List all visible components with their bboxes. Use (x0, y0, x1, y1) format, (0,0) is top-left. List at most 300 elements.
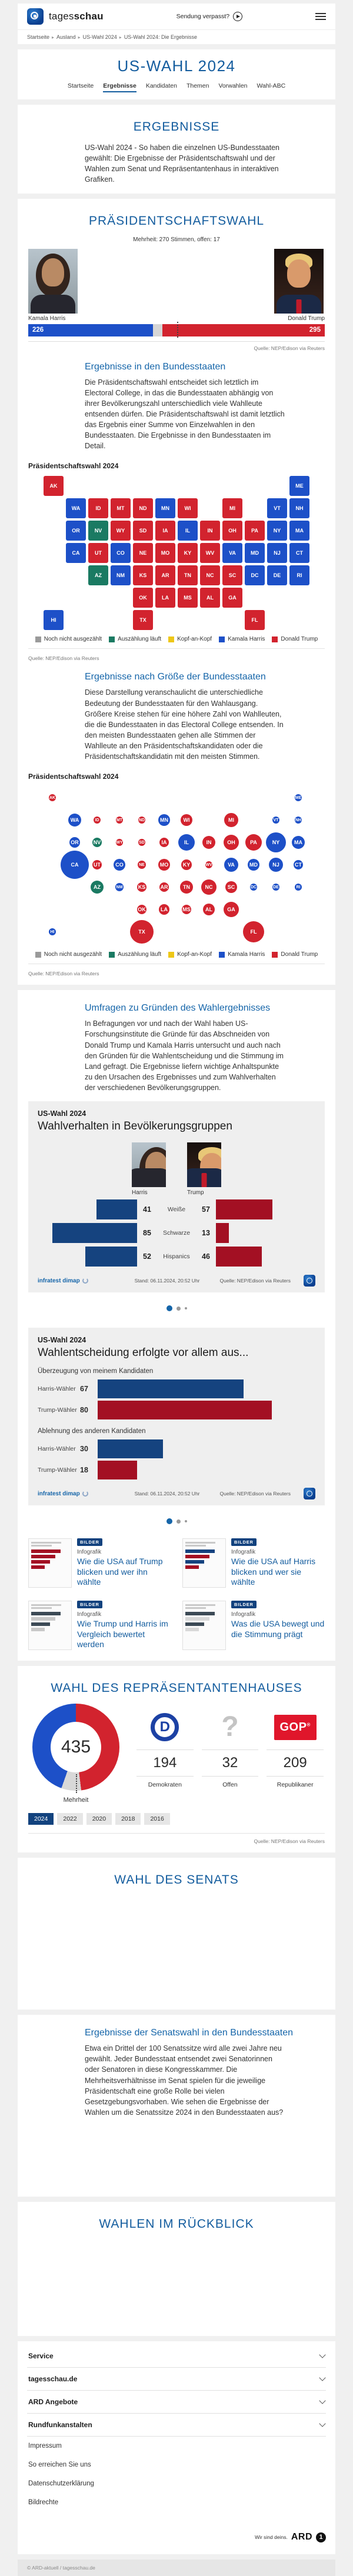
teaser-kicker: Infografik (77, 1611, 102, 1618)
decision-bars (38, 1368, 315, 1479)
year-tab-2022[interactable]: 2022 (57, 1813, 82, 1825)
demographics-card (28, 1101, 325, 1292)
state-tile-TX[interactable]: TX (133, 610, 153, 630)
footer-accordion-rundfunkanstalten[interactable]: Rundfunkanstalten (27, 2414, 326, 2437)
kamala-harris-photo (28, 249, 78, 314)
state-bubble-AL[interactable]: AL (203, 904, 215, 915)
tagesschau-mini-logo (304, 1488, 315, 1499)
breadcrumb-item[interactable]: Ausland (56, 34, 76, 40)
trump-electoral-votes: 295 (309, 326, 321, 334)
footer-link-so-erreichen-sie-uns[interactable]: So erreichen Sie uns (28, 2461, 91, 2468)
size-text: Diese Darstellung veranschaulicht die unterschiedliche Bedeutung der Bundesstaaten für den Wahlausgang. Größere Kreise stehen für eine höhere Zahl von Wahlleuten, die die Bundesstaaten in das Electoral College entsenden. In den meisten Bundesstaaten gehen alle Stimmen der Wahlleute an den Präsidentschaftskandidaten oder die Präsidentschaftskandidatin mit den meisten Stimmen. (85, 688, 284, 761)
card-title: Wahlverhalten in Bevölkerungsgruppen (38, 1120, 232, 1133)
source-note: Quelle: NEP/Edison via Reuters (254, 345, 325, 351)
year-tabs (28, 1813, 325, 1825)
voter-label: Trump-Wähler (38, 1467, 77, 1474)
footer-link-bildrechte[interactable]: Bildrechte (28, 2499, 59, 2506)
results-intro-section (18, 105, 335, 194)
bilder-badge: BILDER (77, 1538, 102, 1546)
state-tile-KY[interactable]: KY (178, 543, 198, 563)
state-bubble-MS[interactable]: MS (182, 905, 191, 914)
trump-thumb-photo (187, 1142, 221, 1187)
trump-name: Donald Trump (288, 315, 325, 322)
state-tile-RI[interactable]: RI (289, 565, 309, 585)
tagesschau-wordmark[interactable]: tagesschau (49, 11, 104, 22)
state-bubble-DE[interactable]: DE (272, 884, 279, 891)
teaser-card[interactable] (182, 1601, 325, 1650)
house-source: Quelle: NEP/Edison via Reuters (254, 1838, 325, 1845)
voter-label: Trump-Wähler (38, 1407, 77, 1414)
carousel-dot-3[interactable] (185, 1520, 187, 1522)
value-bar (98, 1439, 163, 1458)
state-bubble-AZ[interactable]: AZ (91, 881, 104, 894)
footer-accordions (27, 2345, 326, 2437)
teaser-card[interactable] (28, 1538, 171, 1588)
state-tile-CO[interactable]: CO (111, 543, 131, 563)
legend-swatch (219, 952, 225, 958)
section-tabs (24, 82, 329, 92)
category-label: Schwarze (162, 1229, 191, 1237)
ec-segment-offen (153, 324, 162, 336)
legend-item: Kopf-an-Kopf (168, 951, 212, 958)
state-bubble-NV[interactable]: NV (92, 838, 102, 847)
harris-value: 85 (143, 1229, 151, 1238)
state-bubble-WA[interactable]: WA (68, 814, 81, 827)
state-tile-NC[interactable]: NC (200, 565, 220, 585)
harris-col-label: Harris (132, 1189, 148, 1197)
decision-group (38, 1368, 315, 1419)
house-section (18, 1666, 335, 1852)
state-bubble-MO[interactable]: MO (158, 859, 170, 871)
state-tile-OH[interactable]: OH (222, 521, 242, 541)
state-bubble-CO[interactable]: CO (114, 859, 125, 871)
state-bubble-CA[interactable]: CA (61, 851, 89, 879)
senate-results-subheading: Ergebnisse der Senatswahl in den Bundesstaaten (85, 2028, 294, 2038)
state-bubble-SD[interactable]: SD (138, 839, 145, 846)
state-bubble-WI[interactable]: WI (181, 814, 192, 826)
state-tile-FL[interactable]: FL (245, 610, 265, 630)
gop-logo: GOP® (274, 1715, 317, 1740)
footer-accordion-ard-angebote[interactable]: ARD Angebote (27, 2391, 326, 2414)
state-tile-UT[interactable]: UT (88, 543, 108, 563)
state-tile-MS[interactable]: MS (178, 588, 198, 608)
legend-item: Kopf-an-Kopf (168, 636, 212, 642)
teaser-thumbnail (28, 1538, 72, 1588)
harris-value: 41 (143, 1205, 151, 1214)
trump-column (187, 1142, 221, 1196)
house-donut-chart (29, 1704, 122, 1804)
state-tile-WA[interactable]: WA (66, 498, 86, 518)
president-section (18, 199, 335, 985)
review-section (18, 2202, 335, 2336)
state-bubble-RI[interactable]: RI (295, 884, 302, 891)
state-bubble-OK[interactable]: OK (137, 905, 146, 914)
state-tile-MO[interactable]: MO (155, 543, 175, 563)
state-tile-NM[interactable]: NM (111, 565, 131, 585)
state-tile-ID[interactable]: ID (88, 498, 108, 518)
tab-vorwahlen[interactable]: Vorwahlen (218, 82, 248, 89)
card-title: Wahlentscheidung erfolgte vor allem aus... (38, 1347, 249, 1359)
state-bubble-ID[interactable]: ID (94, 817, 101, 824)
bubble-source: Quelle: NEP/Edison via Reuters (28, 971, 99, 977)
demographic-row-hispanics (38, 1247, 315, 1267)
state-tile-MA[interactable]: MA (289, 521, 309, 541)
footer-accordion-tagesschau-de[interactable]: tagesschau.de (27, 2368, 326, 2391)
tab-kandidaten[interactable]: Kandidaten (145, 82, 177, 89)
state-bubble-HI[interactable]: HI (49, 928, 56, 935)
house-stat-offen (202, 1711, 259, 1788)
demographics-bars (38, 1199, 315, 1267)
state-tile-IN[interactable]: IN (200, 521, 220, 541)
bubble-chart-label: Präsidentschaftswahl 2024 (28, 772, 119, 781)
state-bubble-NJ[interactable]: NJ (269, 858, 283, 872)
voter-label: Harris-Wähler (38, 1385, 76, 1393)
state-tile-NH[interactable]: NH (289, 498, 309, 518)
legend-swatch (109, 636, 115, 642)
harris-column (132, 1142, 166, 1196)
party-label: Republikaner (277, 1781, 314, 1789)
president-bubble-map (41, 787, 312, 945)
year-tab-2024[interactable]: 2024 (28, 1813, 54, 1825)
stand-timestamp: Stand: 06.11.2024, 20:52 Uhr (134, 1491, 200, 1497)
trump-value: 13 (202, 1229, 210, 1238)
state-tile-NY[interactable]: NY (267, 521, 287, 541)
state-bubble-WV[interactable]: WV (205, 861, 212, 868)
state-tile-MD[interactable]: MD (245, 543, 265, 563)
electoral-college-bar (28, 324, 325, 336)
state-bubble-CT[interactable]: CT (294, 860, 303, 869)
house-heading: WAHL DES REPRÄSENTANTENHAUSES (51, 1681, 302, 1695)
state-bubble-VA[interactable]: VA (224, 858, 238, 872)
state-bubble-IL[interactable]: IL (178, 834, 195, 851)
state-bubble-MT[interactable]: MT (116, 817, 123, 824)
breadcrumb (18, 29, 335, 44)
site-footer (18, 2341, 335, 2554)
state-bubble-NE[interactable]: NE (138, 861, 146, 869)
state-tile-TN[interactable]: TN (178, 565, 198, 585)
harris-thumb-photo (132, 1142, 166, 1187)
play-icon (233, 12, 242, 21)
tab-ergebnisse[interactable]: Ergebnisse (103, 82, 136, 92)
carousel-dot-2[interactable] (176, 1519, 181, 1524)
seat-count: 209 (267, 1749, 324, 1777)
state-tile-HI[interactable]: HI (44, 610, 64, 630)
legend-item: Donald Trump (272, 636, 318, 642)
state-bubble-VT[interactable]: VT (272, 817, 279, 824)
state-bubble-DC[interactable]: DC (250, 884, 257, 891)
state-tile-VA[interactable]: VA (222, 543, 242, 563)
state-tile-DC[interactable]: DC (245, 565, 265, 585)
state-bubble-TX[interactable]: TX (130, 920, 154, 944)
state-tile-NE[interactable]: NE (133, 543, 153, 563)
state-tile-NJ[interactable]: NJ (267, 543, 287, 563)
state-bubble-MD[interactable]: MD (248, 859, 259, 871)
carousel-dot-3[interactable] (185, 1307, 187, 1309)
polls-text: In Befragungen vor und nach der Wahl haben US-Forschungsinstitute die Gründe für das Abschneiden von Donald Trump und Kamala Harris untersucht und auch nach den Gründen für die Wahlentscheidung und die Stimmung im Land gefragt. Die Ergebnisse liefern wichtige Anhaltspunkte zu den Ursachen des Ergebnisses und zum Wahlverhalten der verschiedenen Bevölkerungsgruppen. (85, 1019, 284, 1092)
year-tab-2016[interactable]: 2016 (144, 1813, 169, 1825)
state-bubble-ND[interactable]: ND (138, 817, 145, 824)
state-tile-LA[interactable]: LA (155, 588, 175, 608)
state-bubble-PA[interactable]: PA (245, 834, 262, 851)
legend-item: Auszählung läuft (109, 951, 161, 958)
state-tile-IA[interactable]: IA (155, 521, 175, 541)
state-tile-CA[interactable]: CA (66, 543, 86, 563)
state-tile-GA[interactable]: GA (222, 588, 242, 608)
card-kicker: US-Wahl 2024 (38, 1109, 86, 1118)
state-bubble-OR[interactable]: OR (69, 837, 80, 848)
legend-swatch (219, 636, 225, 642)
footer-accordion-service[interactable]: Service (27, 2345, 326, 2368)
tab-startseite[interactable]: Startseite (67, 82, 94, 89)
open-seats-icon: ? (221, 1711, 239, 1743)
harris-bar (85, 1247, 137, 1267)
legend-item: Kamala Harris (219, 636, 265, 642)
state-tile-MN[interactable]: MN (155, 498, 175, 518)
state-bubble-AR[interactable]: AR (159, 882, 169, 892)
demographic-row-weiße (38, 1199, 315, 1219)
democratic-party-logo: D (151, 1713, 179, 1741)
state-bubble-MN[interactable]: MN (158, 814, 170, 826)
state-tile-AZ[interactable]: AZ (88, 565, 108, 585)
voter-value: 67 (80, 1385, 88, 1394)
tagesschau-mini-logo (304, 1275, 315, 1287)
page (18, 0, 335, 2576)
state-tile-WI[interactable]: WI (178, 498, 198, 518)
teaser-card[interactable] (182, 1538, 325, 1588)
state-tile-CT[interactable]: CT (289, 543, 309, 563)
teaser-title[interactable]: Wie die USA auf Harris blicken und wer sie wählte (231, 1557, 316, 1587)
trump-bar (216, 1199, 272, 1219)
state-bubble-KS[interactable]: KS (137, 882, 146, 892)
president-state-map (28, 476, 325, 630)
state-tile-PA[interactable]: PA (245, 521, 265, 541)
candidate-trump (274, 249, 325, 322)
senate-results-text: Etwa ein Drittel der 100 Senatssitze wird alle zwei Jahre neu gewählt. Jeder Bundesstaat entsendet zwei Senatorinnen oder Senatoren in diese Kongresskammer. Die Mehrheitsverhältnisse im Senat spielen für die jeweilige Präsidentschaft eine große Rolle bei vielen Gesetzgebungsvorhaben. Wie sehen die Ergebnisse der Wahlen um die Senatssitze 2024 in den Bundesstaaten aus? (85, 2044, 284, 2117)
footer-link-datenschutzerkl-rung[interactable]: Datenschutzerklärung (28, 2480, 94, 2487)
state-tile-MI[interactable]: MI (222, 498, 242, 518)
party-label: Demokraten (148, 1781, 182, 1789)
teaser-title[interactable]: Wie die USA auf Trump blicken und wer ihn wählte (77, 1557, 163, 1587)
state-bubble-FL[interactable]: FL (243, 921, 264, 942)
house-party-stats (136, 1704, 324, 1788)
state-tile-NV[interactable]: NV (88, 521, 108, 541)
state-bubble-NY[interactable]: NY (266, 832, 286, 852)
teaser-thumbnail (182, 1601, 226, 1650)
state-bubble-UT[interactable]: UT (92, 860, 102, 869)
legend-item: Donald Trump (272, 951, 318, 958)
breadcrumb-item[interactable]: US-Wahl 2024: Die Ergebnisse (124, 34, 198, 40)
sendung-verpasst-link[interactable] (176, 12, 242, 21)
bilder-badge: BILDER (77, 1601, 102, 1608)
trump-bar (216, 1223, 229, 1243)
majority-label: Mehrheit (63, 1797, 89, 1804)
president-heading: PRÄSIDENTSCHAFTSWAHL (88, 214, 265, 228)
ec-segment-kamala-harris (28, 324, 153, 336)
state-tile-MT[interactable]: MT (111, 498, 131, 518)
footer-links (27, 2437, 326, 2512)
bubble-legend (28, 951, 325, 958)
bilder-badge: BILDER (231, 1601, 257, 1608)
infographic-teasers (28, 1538, 325, 1650)
legend-swatch (272, 952, 278, 958)
carousel-dots[interactable] (28, 1301, 325, 1319)
state-tile-AR[interactable]: AR (155, 565, 175, 585)
state-bubble-NM[interactable]: NM (115, 883, 124, 891)
state-bubble-TN[interactable]: TN (180, 881, 193, 894)
trump-bar (216, 1247, 262, 1267)
carousel-dot-2[interactable] (176, 1307, 181, 1311)
senate-map-placeholder (28, 2118, 325, 2188)
chevron-down-icon (319, 2351, 325, 2358)
legend-swatch (35, 952, 41, 958)
state-tile-KS[interactable]: KS (133, 565, 153, 585)
stand-timestamp: Stand: 06.11.2024, 20:52 Uhr (134, 1278, 200, 1284)
tagesschau-logo-icon[interactable] (27, 8, 44, 25)
house-total-seats: 435 (51, 1722, 101, 1772)
state-tile-DE[interactable]: DE (267, 565, 287, 585)
legend-swatch (109, 952, 115, 958)
demographic-row-schwarze (38, 1223, 315, 1243)
voter-value: 18 (80, 1466, 88, 1475)
state-tile-OK[interactable]: OK (133, 588, 153, 608)
state-bubble-ME[interactable]: ME (295, 794, 302, 801)
state-tile-ME[interactable]: ME (289, 476, 309, 496)
trump-value: 46 (202, 1252, 210, 1261)
state-tile-VT[interactable]: VT (267, 498, 287, 518)
results-heading: ERGEBNISSE (133, 120, 220, 134)
tab-wahl-abc[interactable]: Wahl-ABC (257, 82, 286, 89)
group-label: Überzeugung von meinem Kandidaten (38, 1368, 154, 1375)
teaser-kicker: Infografik (77, 1549, 102, 1556)
group-label: Ablehnung des anderen Kandidaten (38, 1428, 146, 1435)
state-tile-SC[interactable]: SC (222, 565, 242, 585)
state-bubble-SC[interactable]: SC (225, 881, 237, 893)
teaser-kicker: Infografik (231, 1549, 256, 1556)
decision-group (38, 1428, 315, 1479)
state-tile-SD[interactable]: SD (133, 521, 153, 541)
review-placeholder (28, 2240, 325, 2328)
party-label: Offen (222, 1781, 238, 1789)
state-tile-WY[interactable]: WY (111, 521, 131, 541)
site-header (18, 4, 335, 44)
chevron-down-icon (319, 2374, 325, 2381)
teaser-card[interactable] (28, 1601, 171, 1650)
state-bubble-MA[interactable]: MA (292, 836, 305, 849)
state-bubble-IA[interactable]: IA (159, 838, 169, 847)
state-bubble-GA[interactable]: GA (224, 902, 239, 917)
state-bubble-OH[interactable]: OH (224, 835, 239, 850)
teaser-kicker: Infografik (231, 1611, 256, 1618)
sendung-verpasst-label: Sendung verpasst? (176, 13, 230, 20)
breadcrumb-separator: ▸ (52, 35, 55, 40)
state-tile-ND[interactable]: ND (133, 498, 153, 518)
breadcrumb-item[interactable]: US-Wahl 2024 (82, 34, 117, 40)
polls-section (18, 990, 335, 1661)
seat-count: 194 (136, 1749, 194, 1777)
voter-value: 80 (80, 1406, 88, 1415)
breadcrumb-separator: ▸ (119, 35, 122, 40)
carousel-dots[interactable] (28, 1514, 325, 1532)
carousel-dot-1[interactable] (166, 1518, 172, 1524)
size-subheading: Ergebnisse nach Größe der Bundesstaaten (85, 672, 266, 682)
value-bar (98, 1461, 137, 1479)
senate-section (18, 1858, 335, 2010)
breadcrumb-separator: ▸ (78, 35, 81, 40)
card-source: Quelle: NEP/Edison via Reuters (219, 1278, 291, 1284)
state-bubble-NC[interactable]: NC (201, 879, 217, 895)
hero-section (18, 49, 335, 99)
majority-marker (177, 322, 178, 338)
hamburger-menu-icon[interactable] (315, 13, 326, 20)
state-tile-OR[interactable]: OR (66, 521, 86, 541)
trump-value: 57 (202, 1205, 210, 1214)
legend-swatch (168, 636, 174, 642)
states-subheading: Ergebnisse in den Bundesstaaten (85, 361, 226, 372)
voter-label: Harris-Wähler (38, 1445, 76, 1453)
state-bubble-WY[interactable]: WY (116, 839, 123, 846)
teaser-title[interactable]: Was die USA bewegt und die Stimmung prägt (231, 1619, 325, 1639)
copyright-bar: © ARD-aktuell / tagesschau.de (18, 2560, 335, 2576)
page-title: US-WAHL 2024 (117, 57, 236, 75)
legend-item: Noch nicht ausgezählt (35, 636, 102, 642)
state-tile-AL[interactable]: AL (200, 588, 220, 608)
year-tab-2020[interactable]: 2020 (86, 1813, 112, 1825)
tab-themen[interactable]: Themen (186, 82, 209, 89)
polls-subheading: Umfragen zu Gründen des Wahlergebnisses (85, 1003, 271, 1014)
teaser-thumbnail (28, 1601, 72, 1650)
map-chart-label: Präsidentschaftswahl 2024 (28, 462, 119, 471)
card-kicker: US-Wahl 2024 (38, 1336, 86, 1345)
donald-trump-photo (274, 249, 324, 314)
state-bubble-AK[interactable]: AK (49, 794, 56, 801)
decision-row (38, 1461, 315, 1479)
legend-item: Kamala Harris (219, 951, 265, 958)
harris-bar (52, 1223, 137, 1243)
category-label: Weiße (167, 1206, 186, 1214)
state-bubble-IN[interactable]: IN (202, 836, 215, 849)
state-tile-AK[interactable]: AK (44, 476, 64, 496)
senate-heading: WAHL DES SENATS (114, 1873, 239, 1887)
state-bubble-MI[interactable]: MI (224, 813, 238, 827)
chevron-down-icon (319, 2420, 325, 2427)
results-intro-text: US-Wahl 2024 - So haben die einzelnen US-Bundesstaaten gewählt: Die Ergebnisse der Präsidentschaftswahl und der Wahlen zum Senat und Repräsentantenhaus in interaktiven Grafiken. (85, 144, 279, 184)
ard-one-icon: 1 (316, 2532, 326, 2542)
seat-count: 32 (202, 1749, 259, 1777)
state-bubble-KY[interactable]: KY (181, 859, 192, 870)
teaser-thumbnail (182, 1538, 226, 1588)
teaser-title[interactable]: Wie Trump und Harris im Vergleich bewertet werden (77, 1619, 168, 1649)
card-source: Quelle: NEP/Edison via Reuters (219, 1491, 291, 1497)
carousel-dot-1[interactable] (166, 1305, 172, 1311)
states-text: Die Präsidentschaftswahl entscheidet sich letztlich im Electoral College, in das die Bundesstaaten abhängig von ihrer Bevölkerungszahl unterschiedlich viele Wahlleute entsenden dürfen. Die Präsidentschaftswahl ist damit letztlich das Ergebnis einer Summe von Einzelwahlen in den Bundesstaaten. Die Ergebnisse in den Bundesstaaten im Detail. (85, 378, 285, 451)
footer-link-impressum[interactable]: Impressum (28, 2442, 62, 2450)
decision-row (38, 1379, 315, 1398)
state-tile-WV[interactable]: WV (200, 543, 220, 563)
state-tile-IL[interactable]: IL (178, 521, 198, 541)
house-stat-republikaner (267, 1711, 324, 1788)
map-legend (28, 636, 325, 642)
year-tab-2018[interactable]: 2018 (115, 1813, 141, 1825)
legend-swatch (272, 636, 278, 642)
state-bubble-LA[interactable]: LA (159, 904, 169, 915)
trump-col-label: Trump (187, 1189, 204, 1197)
infratest-dimap-logo: infratest dimap (38, 1278, 88, 1284)
infratest-dimap-logo: infratest dimap (38, 1491, 88, 1497)
state-bubble-NH[interactable]: NH (295, 817, 302, 824)
breadcrumb-item[interactable]: Startseite (27, 34, 50, 40)
house-stat-demokraten (136, 1711, 194, 1788)
ard-branding (27, 2532, 326, 2542)
